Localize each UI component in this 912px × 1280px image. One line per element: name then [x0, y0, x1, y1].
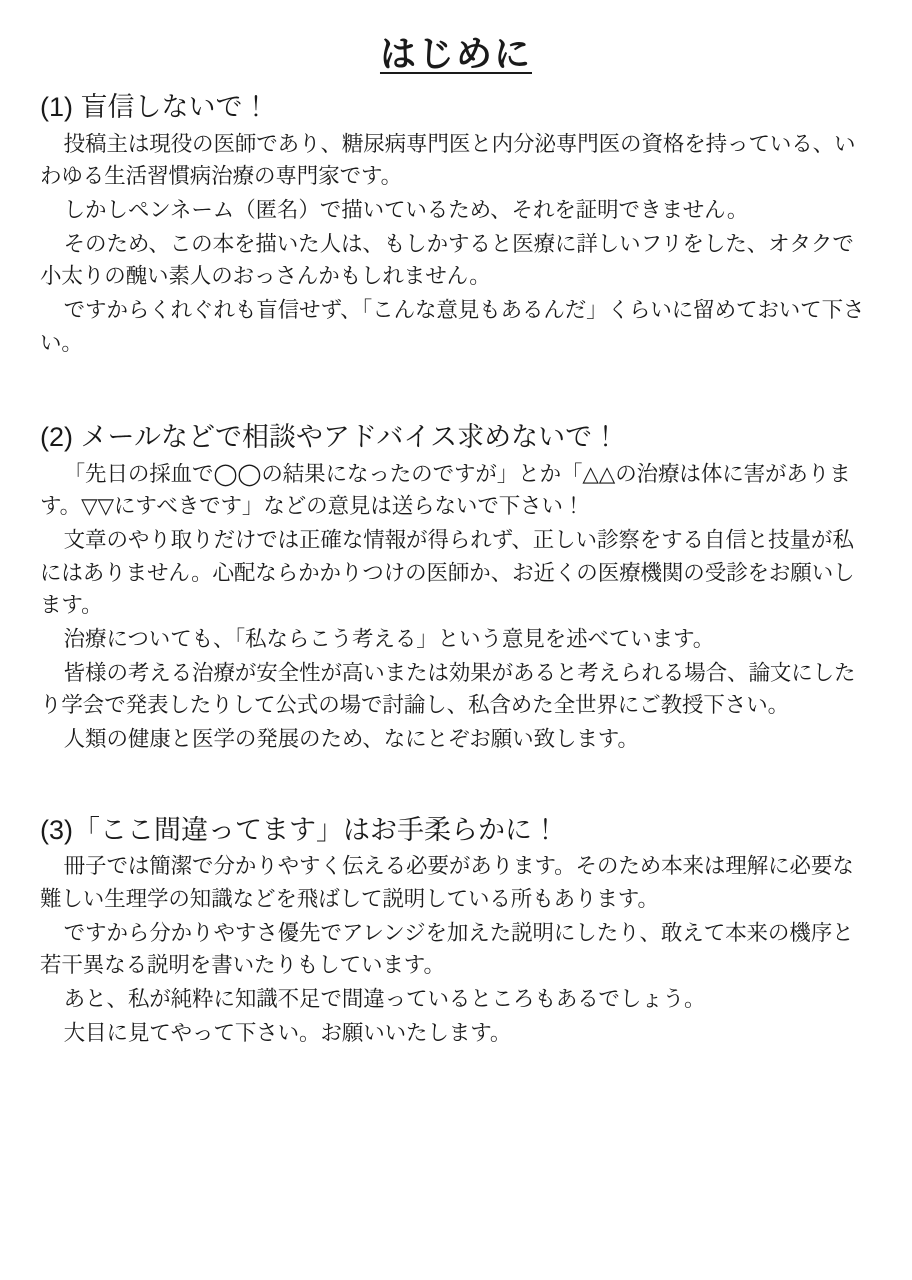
section-3-paragraph-3: あと、私が純粋に知識不足で間違っているところもあるでしょう。: [63, 986, 706, 1011]
section-3-paragraph-4: 大目に見てやって下さい。お願いいたします。: [63, 1020, 512, 1045]
section-2-paragraph-2: 文章のやり取りだけでは正確な情報が得られず、正しい診察をする自信と技量が私にはありません。心配ならかかりつけの医師か、お近くの医療機関の受診をお願いします。: [40, 528, 855, 618]
section-3-heading: (3)「ここ間違ってます」はお手柔らかに！: [40, 814, 559, 845]
section-2-paragraph-1: 「先日の採血で◯◯の結果になったのですが」とか「△△の治療は体に害があります。▽▽にすべきです」などの意見は送らないで下さい！: [40, 461, 851, 519]
section-1-paragraph-3: そのため、この本を描いた人は、もしかすると医療に詳しいフリをした、オタクで小太りの醜い素人のおっさんかもしれません。: [40, 231, 854, 289]
section-spacer-1: [40, 363, 872, 419]
section-1: [40, 89, 872, 359]
section-spacer-2: [40, 760, 872, 812]
section-2-heading: (2) メールなどで相談やアドバイス求めないで！: [40, 422, 620, 453]
section-3-paragraph-2: ですから分かりやすさ優先でアレンジを加えた説明にしたり、敢えて本来の機序と若干異なる説明を書いたりもしています。: [40, 920, 854, 978]
section-3-paragraph-1: 冊子では簡潔で分かりやすく伝える必要があります。そのため本来は理解に必要な難しい生理学の知識などを飛ばして説明している所もあります。: [40, 854, 854, 911]
section-1-paragraph-2: しかしペンネーム（匿名）で描いているため、それを証明できません。: [63, 197, 749, 222]
page-title: はじめに: [379, 33, 532, 74]
section-2: [40, 419, 872, 755]
section-2-paragraph-3: 治療についても、「私ならこう考える」という意見を述べています。: [63, 627, 715, 652]
section-2-paragraph-5: 人類の健康と医学の発展のため、なにとぞお願い致します。: [63, 727, 639, 752]
section-1-paragraph-4: ですからくれぐれも盲信せず、「こんな意見もあるんだ」くらいに留めておいて下さい。: [40, 297, 865, 355]
section-2-paragraph-4: 皆様の考える治療が安全性が高いまたは効果があると考えられる場合、論文にしたり学会で発表したりして公式の場で討論し、私含めた全世界にご教授下さい。: [40, 660, 856, 718]
section-1-heading: (1) 盲信しないで！: [40, 92, 270, 123]
section-1-paragraph-1: 投稿主は現役の医師であり、糖尿病専門医と内分泌専門医の資格を持っている、いわゆる生活習慣病治療の専門家です。: [40, 131, 856, 189]
section-3: [40, 812, 872, 1049]
